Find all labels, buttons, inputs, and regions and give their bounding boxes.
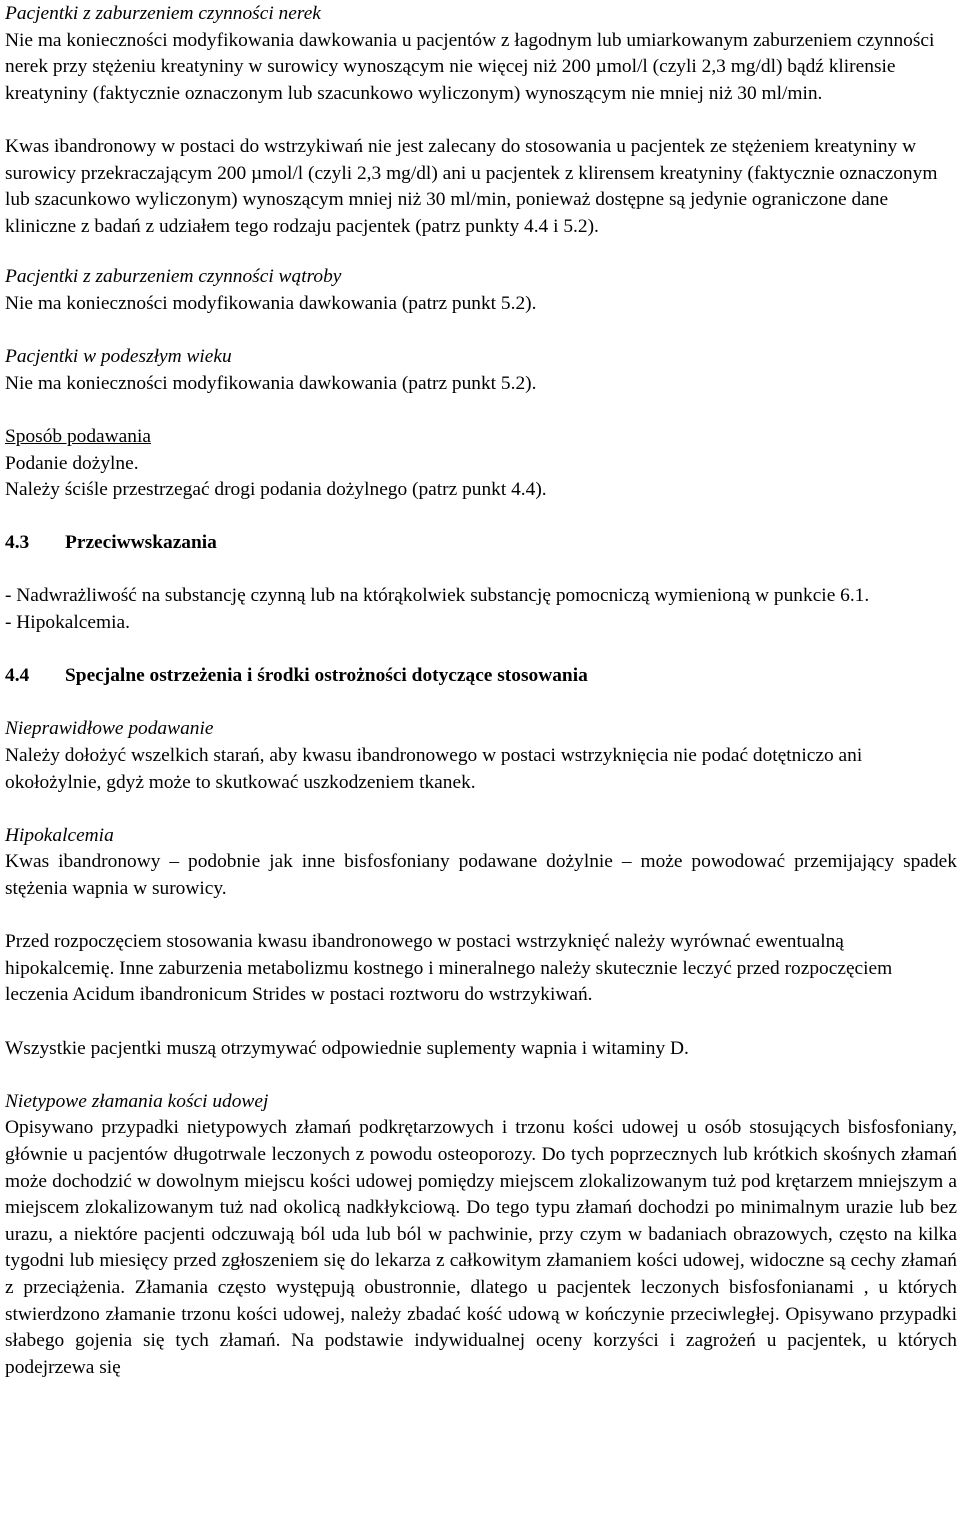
section-heading-4-3 [5, 530, 957, 557]
renal-paragraph-1: Nie ma konieczności modyfikowania dawkowania u pacjentów z łagodnym lub umiarkowanym zaburzeniem czynności nerek przy stężeniu kreatyniny w surowicy wynoszącym nie więcej niż 200 µmol/l (czyli 2,3 mg/dl) bądź klirensie kreatyniny (faktycznie oznaczonym lub szacunkowo wyliczonym) wynoszącym nie mniej niż 30 ml/min. [5, 29, 935, 104]
admin-line-1: Podanie dożylne. [5, 452, 139, 474]
section-number: 4.4 [5, 665, 30, 687]
section-title: Specjalne ostrzeżenia i środki ostrożności dotyczące stosowania [65, 665, 588, 687]
hypocalcemia-paragraph-2: Przed rozpoczęciem stosowania kwasu ibandronowego w postaci wstrzyknięć należy wyrównać ewentualną hipokalcemię. Inne zaburzenia metabolizmu kostnego i mineralnego należy skutecznie leczyć przed rozpoczęciem leczenia Acidum ibandronicum Strides w postaci roztworu do wstrzykiwań. [5, 931, 893, 1006]
hypocalcemia-text: Kwas ibandronowy – podobnie jak inne bisfosfoniany podawane dożylnie – może powodować przemijający spadek stężenia wapnia w surowicy. [5, 851, 957, 899]
femur-text: Opisywano przypadki nietypowych złamań podkrętarzowych i trzonu kości udowej u osób stosujących bisfosfoniany, głównie u pacjentów długotrwale leczonych z powodu osteoporozy. Do tych poprzecznych lub krótkich skośnych złamań może dochodzić w dowolnym miejscu kości udowej pomiędzy miejscem zlokalizowanym tuż pod krętarzem mniejszym a miejscem zlokalizowanym tuż nad okolicą nadkłykciową. Do tego typu złamań dochodzi po minimalnym urazie lub bez urazu, a niektóre pacjenti odczuwają ból uda lub ból w pachwinie, przy czym w badaniach obrazowych, często na kilka tygodni lub miesięcy przed zgłoszeniem się do lekarza z całkowitym złamaniem kości udowej, widoczne są cechy złamań z przeciążenia. Złamania często występują obustronnie, dlatego u pacjentek leczonych bisfosfonianami , u których stwierdzono złamanie trzonu kości udowej, należy zbadać kość udową w kończynie przeciwległej. Opisywano przypadki słabego gojenia się tych złamań. Na podstawie indywidualnej oceny korzyści i zagrożeń u pacjentek, u których podejrzewa się [5, 1117, 957, 1378]
elderly-text: Nie ma konieczności modyfikowania dawkowania (patrz punkt 5.2). [5, 372, 537, 394]
hypocalcemia-paragraph-3: Wszystkie pacjentki muszą otrzymywać odpowiednie suplementy wapnia i witaminy D. [5, 1037, 689, 1059]
document-page [5, 1, 957, 1381]
section-number: 4.3 [5, 532, 30, 554]
contra-item-2: - Hipokalcemia. [5, 612, 130, 634]
section-title: Przeciwwskazania [65, 532, 217, 554]
admin-subheading: Sposób podawania [5, 425, 151, 447]
hepatic-subheading: Pacjentki z zaburzeniem czynności wątroby [5, 266, 342, 288]
elderly-subheading: Pacjentki w podeszłym wieku [5, 346, 232, 368]
hypocalcemia-subheading: Hipokalcemia [5, 824, 114, 846]
femur-subheading: Nietypowe złamania kości udowej [5, 1090, 269, 1112]
improper-text: Należy dołożyć wszelkich starań, aby kwasu ibandronowego w postaci wstrzyknięcia nie podać dotętniczo ani okołożylnie, gdyż może to skutkować uszkodzeniem tkanek. [5, 745, 863, 793]
admin-line-2: Należy ściśle przestrzegać drogi podania dożylnego (patrz punkt 4.4). [5, 479, 547, 501]
renal-subheading: Pacjentki z zaburzeniem czynności nerek [5, 3, 321, 24]
renal-paragraph-2: Kwas ibandronowy w postaci do wstrzykiwań nie jest zalecany do stosowania u pacjentek ze stężeniem kreatyniny w surowicy przekraczającym 200 µmol/l (czyli 2,3 mg/dl) ani u pacjentek z klirensem kreatyniny (faktycznie oznaczonym lub szacunkowo wyliczonym) wynoszącym mniej niż 30 ml/min, ponieważ dostępne są jedynie ograniczone dane kliniczne z badań z udziałem tego rodzaju pacjentek (patrz punkty 4.4 i 5.2). [5, 135, 938, 237]
hepatic-text: Nie ma konieczności modyfikowania dawkowania (patrz punkt 5.2). [5, 292, 537, 314]
improper-subheading: Nieprawidłowe podawanie [5, 718, 214, 740]
contra-item-1: - Nadwrażliwość na substancję czynną lub na którąkolwiek substancję pomocniczą wymienioną w punkcie 6.1. [5, 585, 870, 607]
section-heading-4-4 [5, 663, 957, 690]
